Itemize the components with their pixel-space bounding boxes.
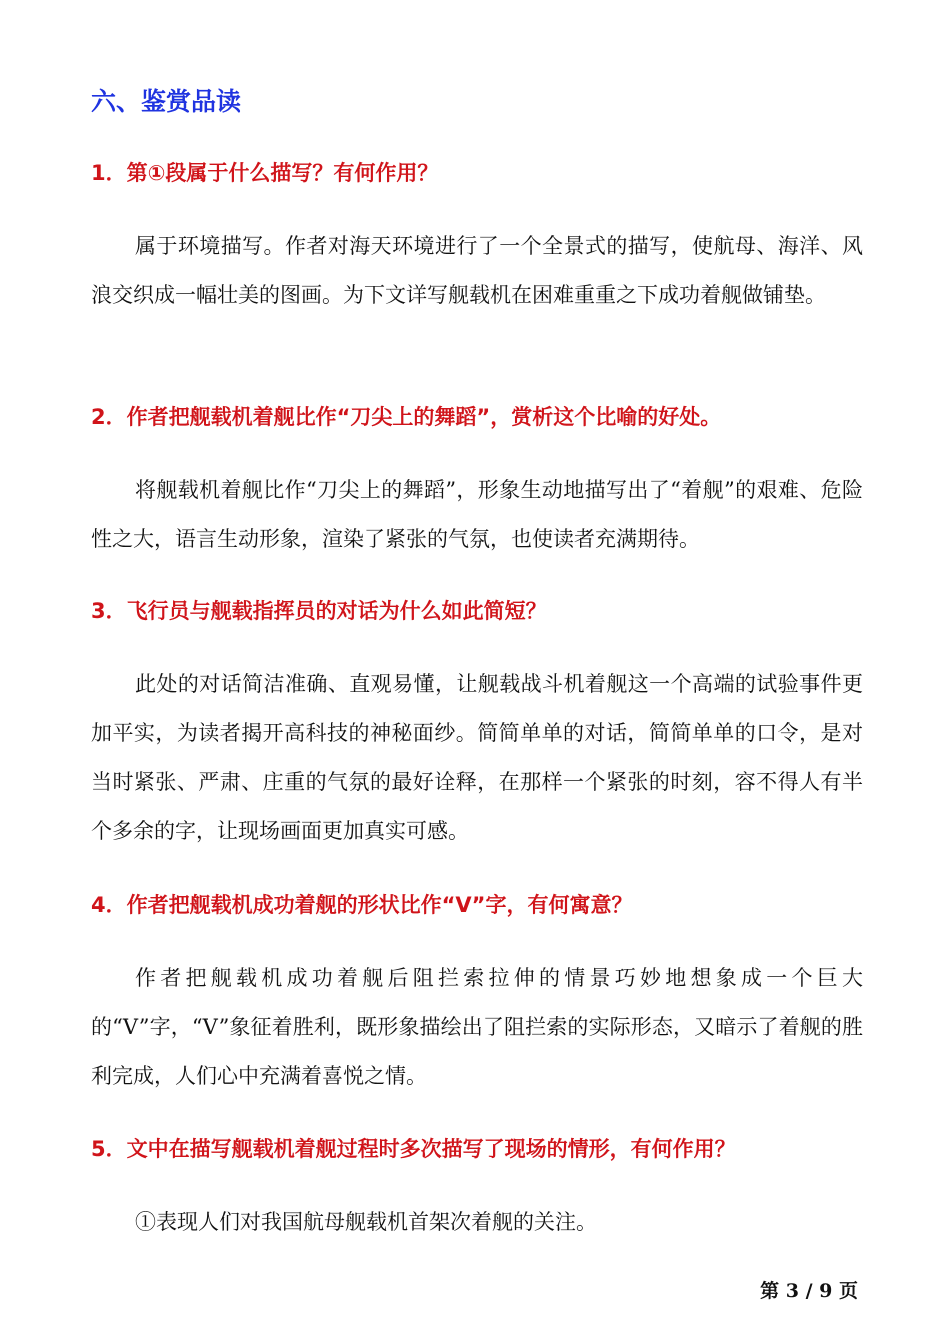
answer-1: 属于环境描写。作者对海天环境进行了一个全景式的描写，使航母、海洋、风浪交织成一幅壮美的图画。为下文详写舰载机在困难重重之下成功着舰做铺垫。: [91, 234, 863, 307]
page-number: 第 3 / 9 页: [760, 1280, 858, 1302]
answer-5: ①表现人们对我国航母舰载机首架次着舰的关注。: [135, 1210, 597, 1234]
question-4: 4．作者把舰载机成功着舰的形状比作“V”字，有何寓意？: [91, 893, 633, 917]
answer-2: 将舰载机着舰比作“刀尖上的舞蹈”，形象生动地描写出了“着舰”的艰难、危险性之大，语言生动形象，渲染了紧张的气氛，也使读者充满期待。: [91, 478, 863, 551]
question-2: 2．作者把舰载机着舰比作“刀尖上的舞蹈”，赏析这个比喻的好处。: [91, 405, 722, 429]
section-title: 六、鉴赏品读: [91, 87, 242, 116]
question-5: 5．文中在描写舰载机着舰过程时多次描写了现场的情形，有何作用？: [91, 1137, 736, 1161]
answer-3: 此处的对话简洁准确、直观易懂，让舰载战斗机着舰这一个高端的试验事件更加平实，为读者揭开高科技的神秘面纱。简简单单的对话，简简单单的口令，是对当时紧张、严肃、庄重的气氛的最好诠释，在那样一个紧张的时刻，容不得人有半个多余的字，让现场画面更加真实可感。: [91, 672, 863, 843]
question-3: 3．飞行员与舰载指挥员的对话为什么如此简短？: [91, 599, 547, 623]
question-1: 1．第①段属于什么描写？有何作用？: [91, 161, 439, 185]
answer-4: 作者把舰载机成功着舰后阻拦索拉伸的情景巧妙地想象成一个巨大的“V”字，“V”象征着胜利，既形象描绘出了阻拦索的实际形态，又暗示了着舰的胜利完成，人们心中充满着喜悦之情。: [91, 966, 863, 1088]
